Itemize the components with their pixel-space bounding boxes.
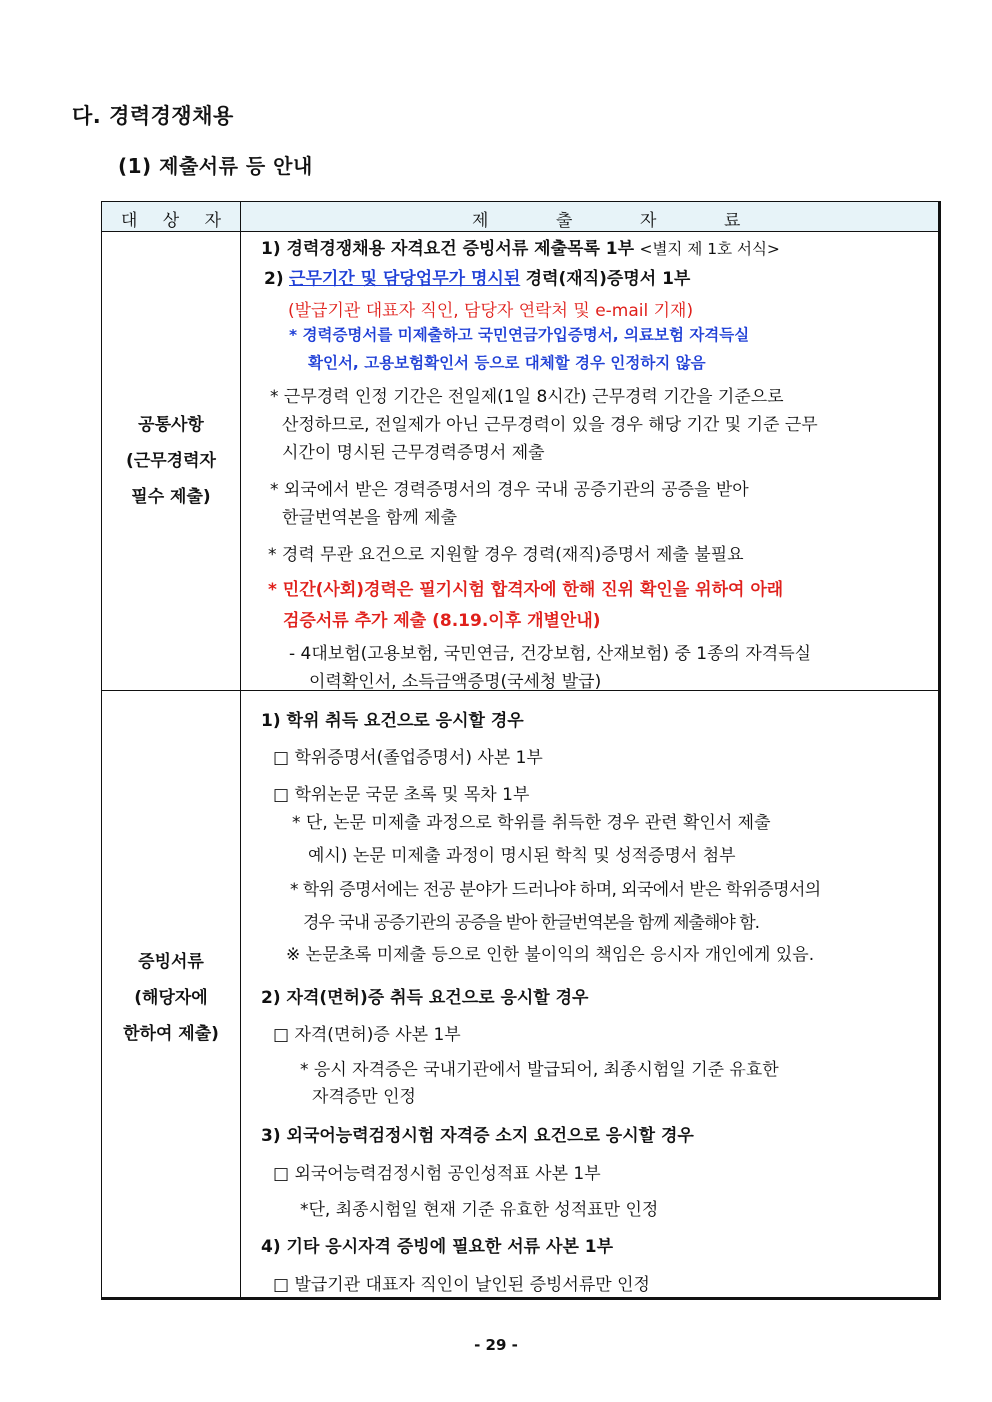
common-label: 공통사항 (근무경력자 필수 제출) bbox=[126, 415, 216, 507]
common-item-2: 2) 근무기간 및 담당업무가 명시된 경력(재직)증명서 1부 bbox=[264, 269, 691, 289]
header-material bbox=[472, 206, 808, 231]
note-private-career-1: * 민간(사회)경력은 필기시험 합격자에 한해 진위 확인을 위하여 아래 bbox=[268, 580, 784, 600]
common-item-1: 1) 경력경쟁채용 자격요건 증빙서류 제출목록 1부 <별지 제 1호 서식> bbox=[261, 239, 780, 259]
common-warning-2: 확인서, 고용보험확인서 등으로 대체할 경우 인정하지 않음 bbox=[308, 354, 706, 372]
other-item: □ 발급기관 대표자 직인이 날인된 증빙서류만 인정 bbox=[273, 1275, 650, 1295]
degree-note-2a: * 학위 증명서에는 전공 분야가 드러나야 하며, 외국에서 받은 학위증명서의 bbox=[290, 880, 821, 900]
note-work-period-3: 시간이 명시된 근무경력증명서 제출 bbox=[282, 443, 545, 463]
column-divider bbox=[240, 202, 241, 1297]
degree-note-1a: * 단, 논문 미제출 과정으로 학위를 취득한 경우 관련 확인서 제출 bbox=[292, 813, 771, 833]
page-number: - 29 - bbox=[474, 1336, 518, 1354]
degree-item-1: □ 학위증명서(졸업증명서) 사본 1부 bbox=[273, 748, 543, 768]
language-item: □ 외국어능력검정시험 공인성적표 사본 1부 bbox=[273, 1164, 601, 1184]
license-item: □ 자격(면허)증 사본 1부 bbox=[273, 1025, 461, 1045]
header-target: 대 상 자 bbox=[120, 211, 232, 231]
language-note: *단, 최종시험일 현재 기준 유효한 성적표만 인정 bbox=[300, 1200, 659, 1220]
license-title: 2) 자격(면허)증 취득 요건으로 응시할 경우 bbox=[261, 988, 589, 1008]
degree-note-2b: 경우 국내 공증기관의 공증을 받아 한글번역본을 함께 제출해야 함. bbox=[303, 913, 760, 933]
common-warning-1: * 경력증명서를 미제출하고 국민연금가입증명서, 의료보험 자격득실 bbox=[289, 326, 750, 344]
table-header-row bbox=[102, 202, 938, 232]
license-note-2: 자격증만 인정 bbox=[312, 1087, 416, 1107]
header-char: 자 bbox=[640, 211, 657, 231]
header-char: 료 bbox=[724, 211, 741, 231]
note-foreign-2: 한글번역본을 함께 제출 bbox=[282, 508, 458, 528]
submission-table bbox=[101, 201, 941, 1300]
header-char: 제 bbox=[472, 211, 489, 231]
other-title: 4) 기타 응시자격 증빙에 필요한 서류 사본 1부 bbox=[261, 1237, 614, 1257]
degree-title: 1) 학위 취득 요건으로 응시할 경우 bbox=[261, 711, 524, 731]
degree-item-2: □ 학위논문 국문 초록 및 목차 1부 bbox=[273, 785, 530, 805]
common-item-2-note: (발급기관 대표자 직인, 담당자 연락처 및 e-mail 기재) bbox=[288, 301, 694, 321]
note-work-period-1: * 근무경력 인정 기간은 전일제(1일 8시간) 근무경력 기간을 기준으로 bbox=[270, 387, 784, 407]
note-no-experience: * 경력 무관 요건으로 지원할 경우 경력(재직)증명서 제출 불필요 bbox=[268, 545, 744, 565]
note-insurance-2: 이력확인서, 소득금액증명(국세청 발급) bbox=[309, 672, 602, 692]
language-title: 3) 외국어능력검정시험 자격증 소지 요건으로 응시할 경우 bbox=[261, 1126, 694, 1146]
section-heading: 다. 경력경쟁채용 bbox=[72, 104, 234, 128]
license-note-1: * 응시 자격증은 국내기관에서 발급되어, 최종시험일 기준 유효한 bbox=[300, 1060, 779, 1080]
evidence-label: 증빙서류 (해당자에 한하여 제출) bbox=[123, 952, 219, 1044]
note-insurance-1: - 4대보험(고용보험, 국민연금, 건강보험, 산재보험) 중 1종의 자격득실 bbox=[289, 644, 812, 664]
degree-note-3: ※ 논문초록 미제출 등으로 인한 불이익의 책임은 응시자 개인에게 있음. bbox=[286, 945, 815, 965]
note-work-period-2: 산정하므로, 전일제가 아닌 근무경력이 있을 경우 해당 기간 및 기준 근무 bbox=[282, 415, 818, 435]
note-private-career-2: 검증서류 추가 제출 (8.19.이후 개별안내) bbox=[283, 611, 601, 631]
degree-note-1b: 예시) 논문 미제출 과정이 명시된 학칙 및 성적증명서 첨부 bbox=[308, 846, 736, 866]
subsection-heading: (1) 제출서류 등 안내 bbox=[118, 154, 313, 178]
header-char: 출 bbox=[556, 211, 573, 231]
note-foreign-1: * 외국에서 받은 경력증명서의 경우 국내 공증기관의 공증을 받아 bbox=[270, 480, 749, 500]
